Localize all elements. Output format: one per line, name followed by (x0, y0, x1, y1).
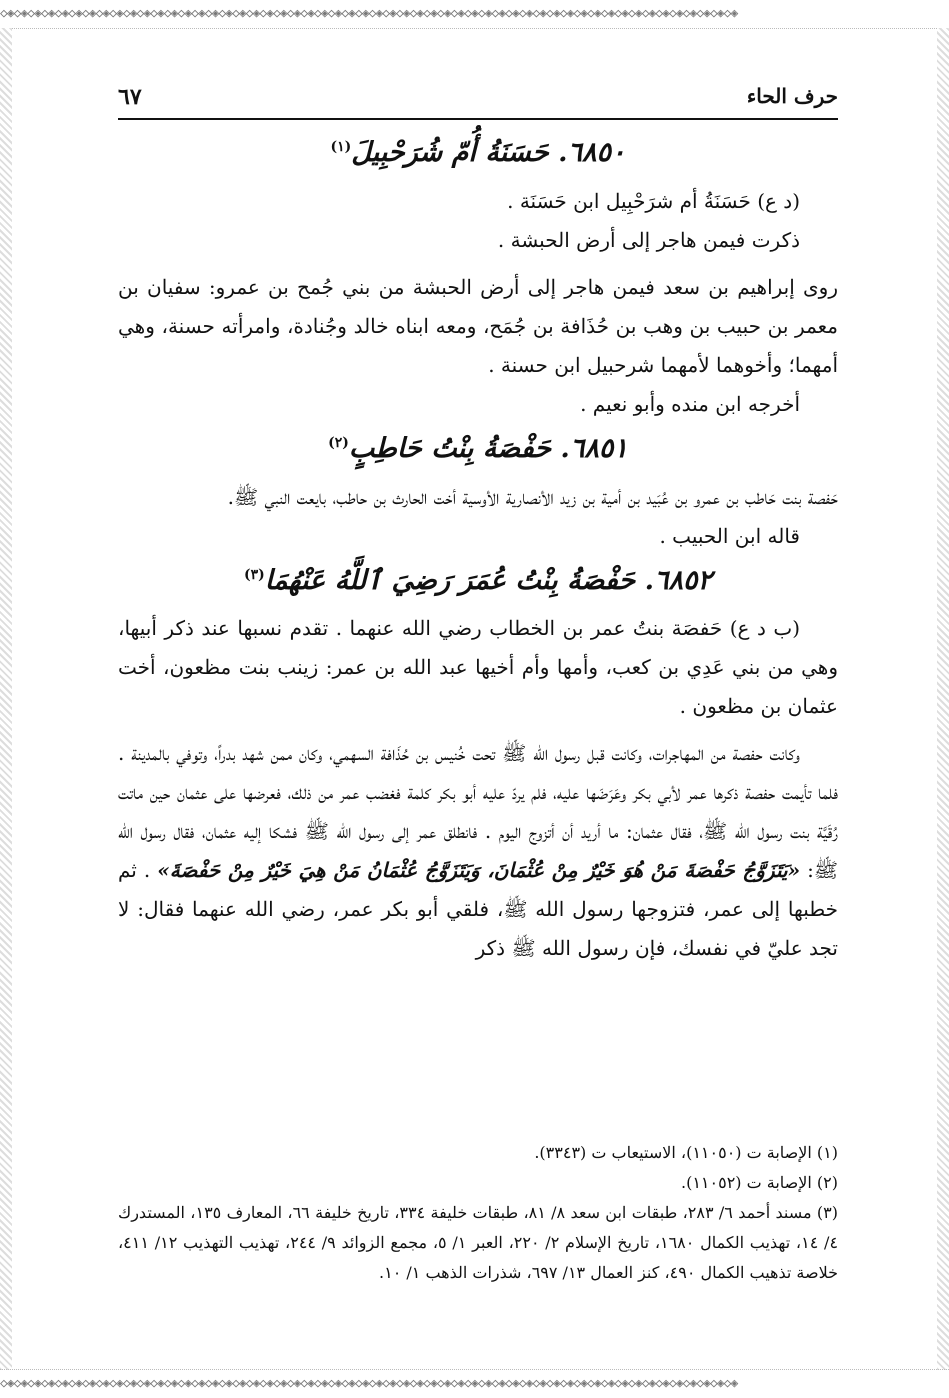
entry-title-text: ٦٨٥٠. حَسَنَةُ أُمّ شُرَحْبِيلَ (351, 137, 626, 168)
hadith-quote: «يَتَزَوَّجُ حَفْصَةَ مَنْ هُوَ خَيْرٌ مِنْ عُثْمَانَ، وَيَتَزَوَّجُ عُثْمَانُ مَنْ هِيَ خَيْرٌ مِنْ حَفْصَةَ» (157, 858, 801, 883)
paragraph: روى إبراهيم بن سعد فيمن هاجر إلى أرض الحبشة من بني جُمح بن عمرو: سفيان بن معمر بن حبيب بن وهب بن حُذَافة بن جُمَح، ومعه ابناه خالد وجُنادة، وامرأته حسنة، وهي أمهما؛ وأخوهما لأمهما شرحبيل ابن حسنة . (118, 274, 838, 377)
paragraph: حَفصة بنت حَاطب بن عمرو بن عُبَيد بن أمية بن زيد الأنصارية الأوسية أخت الحارث بن حاطب، بايعت النبي ﷺ. (227, 484, 838, 509)
decorative-border-bottom: ◇◈◇◈◇◈◇◈◇◈◇◈◇◈◇◈◇◈◇◈◇◈◇◈◇◈◇◈◇◈◇◈◇◈◇◈◇◈◇◈◇◈◇◈◇◈◇◈◇◈◇◈◇◈◇◈◇◈◇◈◇◈◇◈◇◈◇◈◇◈◇◈◇◈◇◈◇◈◇◈◇◈◇◈◇◈◇◈◇◈◇◈◇◈◇◈◇◈◇◈◇◈◇◈◇◈◇◈ (0, 1369, 949, 1398)
footnote-1: (١) الإصابة ت (١١٠٥٠)، الاستيعاب ت (٣٣٤٣). (534, 1143, 838, 1162)
paragraph: (د ع) حَسَنَةُ أم شرَحْبِيل ابن حَسَنَة . (507, 188, 800, 213)
entry-title-6850 (118, 134, 838, 172)
entry-title-6852 (118, 562, 838, 600)
paragraph: أخرجه ابن منده وأبو نعيم . (580, 391, 800, 416)
footnote-ref: (٢) (328, 434, 349, 451)
footnote-ref: (٣) (243, 566, 265, 583)
decorative-border-top: ◇◈◇◈◇◈◇◈◇◈◇◈◇◈◇◈◇◈◇◈◇◈◇◈◇◈◇◈◇◈◇◈◇◈◇◈◇◈◇◈◇◈◇◈◇◈◇◈◇◈◇◈◇◈◇◈◇◈◇◈◇◈◇◈◇◈◇◈◇◈◇◈◇◈◇◈◇◈◇◈◇◈◇◈◇◈◇◈◇◈◇◈◇◈◇◈◇◈◇◈◇◈◇◈◇◈◇◈ (0, 0, 949, 29)
paragraph-part: . ثم خطبها إلى عمر، فتزوجها رسول الله ﷺ، فلقي أبو بكر عمر، رضي الله عنهما فقال: لا تجد عليّ في نفسك، فإن رسول الله ﷺ ذكر (118, 858, 838, 961)
footnote-3: (٣) مسند أحمد ٦/ ٢٨٣، طبقات ابن سعد ٨/ ٨١، طبقات خليفة ٣٣٤، تاريخ خليفة ٦٦، المعارف ١٣٥، المستدرك ٤/ ١٤، تهذيب الكمال ١٦٨٠، تاريخ الإسلام ٢/ ٢٢٠، العبر ١/ ٥، مجمع الزوائد ٩/ ٢٤٤، تهذيب التهذيب ١٢/ ٤١١، خلاصة تذهيب الكمال ٤٩٠، كنز العمال ١٣/ ٦٩٧، شذرات الذهب ١/ ١٠. (118, 1203, 839, 1282)
paragraph: (ب د ع) حَفصَة بنتُ عمر بن الخطاب رضي الله عنهما . تقدم نسبها عند ذكر أبيها، وهي من بني عَدِي بن كعب، وأمها وأم أخيها عبد الله بن عمر: زينب بنت مظعون، أخت عثمان بن مظعون . (118, 616, 838, 719)
decorative-border-right (937, 28, 949, 1370)
paragraph: ذكرت فيمن هاجر إلى أرض الحبشة . (497, 227, 800, 252)
entry-title-text: ٦٨٥١. حَفْصَةُ بِنْتُ حَاطِبٍ (348, 432, 628, 464)
footnotes (118, 1138, 838, 1288)
decorative-border-left (0, 28, 12, 1370)
paragraph-part: وكانت حفصة من المهاجرات، وكانت قبل رسول الله ﷺ تحت خُنيس بن حُذَافة السهمي، وكان ممن شهد بدراً، وتوفي بالمدينة . فلما تأيمت حفصة ذكرها عمر لأبي بكر وعَرَضَها عليه، فلم يردّ عليه أبو بكر كلمة فغضب عمر من ذلك، فعرضها على عثمان حين ماتت رُقَيَّة بنت رسول الله ﷺ، فقال عثمان: ما أريد أن أتزوج اليوم . فانطلق عمر إلى رسول الله ﷺ فشكا إليه عثمان، فقال رسول الله ﷺ: (118, 741, 838, 883)
page-body (118, 128, 838, 968)
paragraph-long (118, 734, 838, 968)
entry-title-text: ٦٨٥٢. حَفْصَةُ بِنْتُ عُمَرَ رَضِيَ ٱللَّهُ عَنْهُمَا (264, 564, 713, 596)
running-head: حرف الحاء (746, 84, 838, 108)
footnote-ref: (١) (330, 139, 352, 155)
page-header (118, 84, 838, 120)
footnote-2: (٢) الإصابة ت (١١٠٥٢). (680, 1173, 838, 1192)
page-number: ٦٧ (118, 84, 142, 110)
paragraph: قاله ابن الحبيب . (659, 523, 800, 548)
entry-title-6851 (118, 430, 838, 468)
